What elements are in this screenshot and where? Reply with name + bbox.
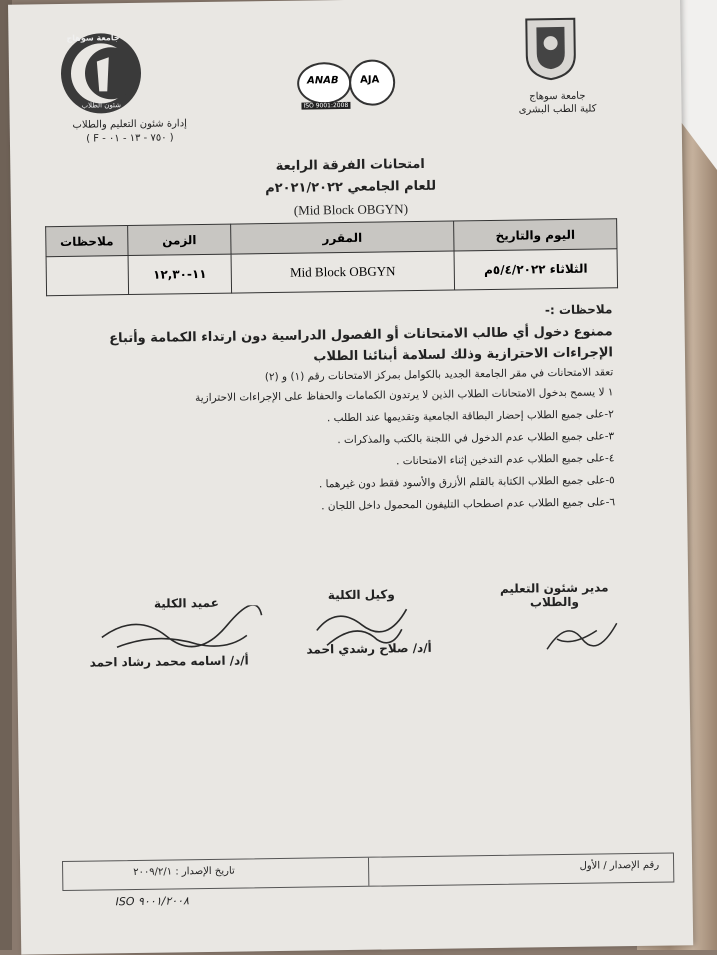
dean-signature [96,605,267,657]
cell-day-date: الثلاثاء ٥/٤/٢٠٢٢م [454,249,618,290]
logo-left-text: جامعة سوهاج [66,33,120,43]
block-name: (Mid Block OBGYN) [293,201,409,218]
accreditation-logos [297,59,398,112]
academic-year: للعام الجامعي ٢٠٢١/٢٠٢٢م [265,178,437,197]
faculty-name: كلية الطب البشرى [518,103,597,116]
cell-course: Mid Block OBGYN [231,251,455,293]
iso-number: ISO ٩٠٠١/٢٠٠٨ [115,894,190,909]
exam-title: امتحانات الفرقة الرابعة [275,156,425,174]
issue-date: تاريخ الإصدار : ٢٠٠٩/٢/١ [133,865,235,879]
vice-dean-name: أ/د/ صلاح رشدي احمد [306,640,432,657]
cell-notes [46,256,129,296]
university-name: جامعة سوهاج [529,90,586,103]
office-code: ( F - ٧٥٠ - ١٣ - ٠١ ) [86,132,174,145]
warning-line-1: ممنوع دخول أي طالب الامتحانات أو الفصول الدراسية دون ارتداء الكمامة وأتباع [109,324,613,347]
director-title: مدير شئون التعليم والطلاب [499,580,609,610]
university-crest [522,15,579,82]
dean-name: أ/د/ اسامه محمد رشاد احمد [89,653,249,670]
vice-dean-title: وكيل الكلية [327,587,395,603]
document-page [8,0,693,955]
rule-item-4: ٤-على جميع الطلاب عدم التدخين إثناء الامتحانات . [395,452,615,468]
header-notes: ملاحظات [46,226,128,257]
warning-line-2: الإجراءات الاحترازية وذلك لسلامة أبنائنا الطلاب [313,345,614,365]
header-day-date: اليوم والتاريخ [454,219,617,251]
rule-item-6: ٦-على جميع الطلاب عدم اصطحاب التليفون المحمول داخل اللجان . [321,496,616,513]
logo-left-sub: شئون الطلاب [81,101,122,110]
issue-number: رقم الإصدار / الأول [579,859,660,872]
iso-logo-text: ISO 9001:2008 [303,101,349,110]
exam-venue: تعقد الامتحانات في مقر الجامعة الجديد بالكوامل بمركز الامتحانات رقم (١) و (٢) [264,366,614,384]
rule-item-3: ٣-على جميع الطلاب عدم الدخول في اللجنة بالكتب والمذكرات . [337,430,615,447]
office-name: إدارة شئون التعليم والطلاب [72,118,187,131]
rule-item-5: ٥-على جميع الطلاب الكتابة بالقلم الأزرق والأسود فقط دون غيرهما . [318,474,615,491]
student-affairs-logo [58,31,143,116]
table-row [46,249,617,296]
notes-section [72,302,615,516]
director-signature [537,608,628,659]
notes-heading: ملاحظات :- [544,302,613,318]
rule-item-2: ٢-على جميع الطلاب إحضار البطاقة الجامعية وتقديمها عند الطلب . [326,408,614,425]
header-course: المقرر [231,221,454,254]
exam-schedule-table [45,218,618,296]
anab-logo: ANAB [297,62,352,105]
dean-title: عميد الكلية [153,595,219,611]
footer-divider [368,858,369,886]
aja-logo: AJA [349,59,396,106]
cell-time: ١١-١٢,٣٠ [128,254,232,294]
document-footer [62,852,674,891]
rule-item-1: ١ لا يسمح بدخول الامتحانات الطلاب الذين لا يرتدون الكمامات والحفاظ على الإجراءات الاحترازية [194,386,614,405]
header-time: الزمن [128,224,231,255]
